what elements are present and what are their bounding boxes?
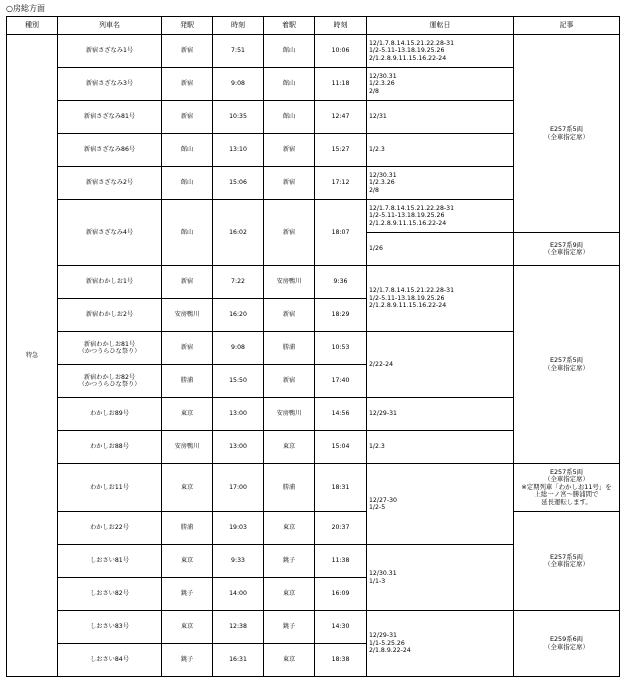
train-arr-cell: 銚子 bbox=[264, 611, 315, 644]
operating-days-cell bbox=[367, 332, 514, 398]
remarks-cell bbox=[514, 35, 620, 233]
train-arr-time-cell: 14:30 bbox=[315, 611, 367, 644]
train-arr-time-cell: 12:47 bbox=[315, 101, 367, 134]
train-name-cell bbox=[58, 365, 162, 398]
train-arr-cell: 館山 bbox=[264, 101, 315, 134]
train-name-cell bbox=[58, 266, 162, 299]
train-name-cell bbox=[58, 68, 162, 101]
text-line: しおさい83号 bbox=[90, 623, 129, 631]
train-dep-time-cell: 13:10 bbox=[213, 134, 264, 167]
train-dep-time-cell: 15:50 bbox=[213, 365, 264, 398]
remarks-cell bbox=[514, 233, 620, 266]
train-name-cell bbox=[58, 332, 162, 365]
train-arr-time-cell: 11:38 bbox=[315, 545, 367, 578]
train-arr-cell: 東京 bbox=[264, 644, 315, 677]
train-arr-cell: 安房鴨川 bbox=[264, 266, 315, 299]
train-arr-time-cell: 9:36 bbox=[315, 266, 367, 299]
header-arr-time: 時刻 bbox=[315, 17, 367, 35]
text-line: 12/1.7.8.14.15.21.22.28-31 bbox=[369, 39, 455, 47]
train-name-cell bbox=[58, 200, 162, 266]
header-dep-time: 時刻 bbox=[213, 17, 264, 35]
train-dep-cell: 勝浦 bbox=[162, 512, 213, 545]
text-line: 1/2-5.11-13.18.19.25.26 bbox=[369, 47, 445, 55]
text-line: 1/2-5 bbox=[369, 504, 386, 511]
text-line: （かつうらひな祭り） bbox=[78, 348, 141, 355]
train-dep-cell: 勝浦 bbox=[162, 365, 213, 398]
text-line: E257系9両 bbox=[549, 240, 584, 249]
train-dep-cell: 新宿 bbox=[162, 332, 213, 365]
remarks-cell bbox=[514, 266, 620, 464]
table-row bbox=[7, 35, 620, 68]
train-dep-time-cell: 15:06 bbox=[213, 167, 264, 200]
train-dep-time-cell: 16:20 bbox=[213, 299, 264, 332]
operating-days-cell bbox=[367, 101, 514, 134]
train-dep-cell: 新宿 bbox=[162, 101, 213, 134]
remarks-cell bbox=[514, 611, 620, 677]
train-name-cell bbox=[58, 431, 162, 464]
operating-days-cell bbox=[367, 35, 514, 68]
train-dep-time-cell: 7:51 bbox=[213, 35, 264, 68]
operating-days-cell bbox=[367, 134, 514, 167]
text-line: 12/30.31 bbox=[369, 570, 397, 578]
text-line: しおさい81号 bbox=[90, 557, 129, 565]
text-line: 1/2.3 bbox=[369, 443, 385, 451]
table-row bbox=[7, 611, 620, 644]
train-arr-cell: 東京 bbox=[264, 431, 315, 464]
train-dep-cell: 東京 bbox=[162, 464, 213, 512]
text-line: 12/29-31 bbox=[369, 632, 397, 640]
header-arr-station: 着駅 bbox=[264, 17, 315, 35]
text-line: 12/27-30 bbox=[369, 496, 397, 504]
train-name-cell bbox=[58, 35, 162, 68]
train-name-cell bbox=[58, 101, 162, 134]
train-arr-time-cell: 10:53 bbox=[315, 332, 367, 365]
train-dep-time-cell: 10:35 bbox=[213, 101, 264, 134]
operating-days-cell bbox=[367, 611, 514, 677]
train-dep-time-cell: 9:08 bbox=[213, 332, 264, 365]
train-arr-time-cell: 15:04 bbox=[315, 431, 367, 464]
train-arr-cell: 館山 bbox=[264, 68, 315, 101]
text-line: E257系5両 bbox=[549, 356, 584, 365]
section-title: ○房総方面 bbox=[6, 4, 45, 13]
text-line: 1/1-3 bbox=[369, 577, 386, 585]
text-line: E257系5両 bbox=[549, 467, 584, 476]
operating-days-cell bbox=[367, 200, 514, 233]
train-arr-cell: 新宿 bbox=[264, 299, 315, 332]
table-row bbox=[7, 512, 620, 545]
text-line: 1/2.3 bbox=[369, 146, 385, 154]
text-line: わかしお11号 bbox=[90, 483, 129, 491]
text-line: 新宿わかしお81号 bbox=[83, 340, 136, 348]
text-line: わかしお22号 bbox=[90, 524, 129, 532]
train-name-cell bbox=[58, 578, 162, 611]
train-dep-cell: 東京 bbox=[162, 545, 213, 578]
train-name-cell bbox=[58, 299, 162, 332]
text-line: 新宿わかしお1号 bbox=[85, 278, 134, 286]
text-line: 12/1.7.8.14.15.21.22.28-31 bbox=[369, 287, 455, 295]
train-arr-cell: 館山 bbox=[264, 35, 315, 68]
category-cell: 特急 bbox=[7, 35, 58, 677]
text-line: 1/2-5.11-13.18.19.25.26 bbox=[369, 294, 445, 302]
train-name-cell bbox=[58, 545, 162, 578]
text-line: E257系5両 bbox=[549, 125, 584, 134]
text-line: 1/2.3.26 bbox=[369, 179, 395, 187]
train-dep-cell: 新宿 bbox=[162, 266, 213, 299]
train-arr-cell: 新宿 bbox=[264, 200, 315, 266]
table-row bbox=[7, 464, 620, 512]
train-arr-time-cell: 17:40 bbox=[315, 365, 367, 398]
operating-days-cell bbox=[367, 266, 514, 332]
text-line: 新宿わかしお82号 bbox=[83, 373, 136, 381]
header-row bbox=[7, 17, 620, 35]
train-dep-cell: 東京 bbox=[162, 611, 213, 644]
text-line: 新宿わかしお2号 bbox=[85, 311, 134, 319]
text-line: 2/8 bbox=[369, 186, 379, 194]
operating-days-cell bbox=[367, 464, 514, 545]
train-arr-cell: 新宿 bbox=[264, 365, 315, 398]
text-line: 2/1.2.8.9.11.15.16.22-24 bbox=[369, 219, 447, 227]
train-dep-cell: 銚子 bbox=[162, 644, 213, 677]
text-line: 2/8 bbox=[369, 87, 379, 95]
text-line: （全車指定席） bbox=[544, 475, 589, 484]
train-arr-cell: 東京 bbox=[264, 512, 315, 545]
text-line: （全車指定席） bbox=[544, 560, 589, 568]
text-line: 新宿さざなみ3号 bbox=[85, 80, 134, 88]
operating-days-cell bbox=[367, 167, 514, 200]
text-line: 新宿さざなみ2号 bbox=[85, 179, 134, 187]
train-name-cell bbox=[58, 167, 162, 200]
operating-days-cell bbox=[367, 233, 514, 266]
text-line: （全車指定席） bbox=[544, 248, 589, 256]
train-arr-time-cell: 17:12 bbox=[315, 167, 367, 200]
operating-days-cell bbox=[367, 68, 514, 101]
train-name-cell bbox=[58, 398, 162, 431]
text-line: しおさい84号 bbox=[90, 656, 129, 664]
train-dep-cell: 新宿 bbox=[162, 68, 213, 101]
remarks-cell bbox=[514, 464, 620, 512]
train-arr-time-cell: 14:56 bbox=[315, 398, 367, 431]
text-line: 1/1-5.25.26 bbox=[369, 639, 405, 647]
text-line: （全車指定席） bbox=[544, 642, 589, 651]
train-dep-time-cell: 14:00 bbox=[213, 578, 264, 611]
header-type: 種別 bbox=[7, 17, 58, 35]
train-arr-cell: 安房鴨川 bbox=[264, 398, 315, 431]
train-name-cell bbox=[58, 512, 162, 545]
train-dep-time-cell: 7:22 bbox=[213, 266, 264, 299]
train-arr-time-cell: 20:37 bbox=[315, 512, 367, 545]
train-dep-time-cell: 17:00 bbox=[213, 464, 264, 512]
text-line: 延長運転します。 bbox=[541, 497, 592, 506]
header-dep-station: 発駅 bbox=[162, 17, 213, 35]
operating-days-cell bbox=[367, 398, 514, 431]
operating-days-cell bbox=[367, 545, 514, 611]
text-line: （全車指定席） bbox=[544, 132, 589, 141]
train-arr-cell: 勝浦 bbox=[264, 464, 315, 512]
train-dep-cell: 安房鴨川 bbox=[162, 431, 213, 464]
train-dep-time-cell: 13:00 bbox=[213, 398, 264, 431]
train-dep-time-cell: 13:00 bbox=[213, 431, 264, 464]
text-line: E257系5両 bbox=[549, 552, 584, 561]
text-line: 2/1.2.8.9.11.15.16.22-24 bbox=[369, 54, 447, 62]
train-arr-cell: 東京 bbox=[264, 578, 315, 611]
text-line: 2/22-24 bbox=[369, 360, 394, 368]
train-arr-time-cell: 10:06 bbox=[315, 35, 367, 68]
text-line: 1/26 bbox=[369, 245, 383, 253]
train-arr-time-cell: 18:38 bbox=[315, 644, 367, 677]
train-name-cell bbox=[58, 644, 162, 677]
text-line: （全車指定席） bbox=[544, 363, 589, 372]
header-days: 運転日 bbox=[367, 17, 514, 35]
header-remarks: 記事 bbox=[514, 17, 620, 35]
train-dep-cell: 安房鴨川 bbox=[162, 299, 213, 332]
train-arr-cell: 新宿 bbox=[264, 167, 315, 200]
train-arr-cell: 勝浦 bbox=[264, 332, 315, 365]
text-line: 12/30.31 bbox=[369, 171, 397, 179]
train-dep-time-cell: 9:08 bbox=[213, 68, 264, 101]
train-dep-cell: 東京 bbox=[162, 398, 213, 431]
text-line: 上総一ノ宮～勝浦間で bbox=[534, 490, 599, 499]
train-arr-time-cell: 18:31 bbox=[315, 464, 367, 512]
text-line: （かつうらひな祭り） bbox=[78, 381, 141, 388]
train-dep-cell: 銚子 bbox=[162, 578, 213, 611]
train-arr-time-cell: 15:27 bbox=[315, 134, 367, 167]
train-dep-cell: 館山 bbox=[162, 134, 213, 167]
text-line: E259系6両 bbox=[549, 635, 584, 644]
train-dep-cell: 新宿 bbox=[162, 35, 213, 68]
train-name-cell bbox=[58, 611, 162, 644]
train-dep-time-cell: 19:03 bbox=[213, 512, 264, 545]
train-dep-cell: 館山 bbox=[162, 200, 213, 266]
train-dep-time-cell: 16:02 bbox=[213, 200, 264, 266]
text-line: 12/1.7.8.14.15.21.22.28-31 bbox=[369, 204, 455, 212]
header-train: 列車名 bbox=[58, 17, 162, 35]
text-line: 1/2-5.11-13.18.19.25.26 bbox=[369, 212, 445, 220]
text-line: 1/2.3.26 bbox=[369, 80, 395, 88]
remarks-cell bbox=[514, 512, 620, 611]
text-line: 新宿さざなみ81号 bbox=[83, 113, 136, 121]
table-row bbox=[7, 266, 620, 299]
train-arr-time-cell: 11:18 bbox=[315, 68, 367, 101]
train-arr-cell: 新宿 bbox=[264, 134, 315, 167]
text-line: 新宿さざなみ4号 bbox=[85, 228, 134, 236]
train-arr-time-cell: 18:07 bbox=[315, 200, 367, 266]
text-line: 2/1.8.9.22-24 bbox=[369, 647, 411, 655]
text-line: わかしお88号 bbox=[90, 443, 129, 451]
train-arr-cell: 銚子 bbox=[264, 545, 315, 578]
text-line: わかしお89号 bbox=[90, 410, 129, 418]
text-line: 12/29-31 bbox=[369, 410, 397, 418]
operating-days-cell bbox=[367, 431, 514, 464]
timetable bbox=[6, 16, 620, 677]
text-line: 新宿さざなみ86号 bbox=[83, 146, 136, 154]
train-dep-time-cell: 12:38 bbox=[213, 611, 264, 644]
train-name-cell bbox=[58, 464, 162, 512]
train-dep-time-cell: 16:31 bbox=[213, 644, 264, 677]
text-line: 新宿さざなみ1号 bbox=[85, 47, 134, 55]
text-line: 12/31 bbox=[369, 113, 387, 121]
text-line: 12/30.31 bbox=[369, 72, 397, 80]
train-dep-time-cell: 9:33 bbox=[213, 545, 264, 578]
train-dep-cell: 館山 bbox=[162, 167, 213, 200]
train-arr-time-cell: 16:09 bbox=[315, 578, 367, 611]
train-arr-time-cell: 18:29 bbox=[315, 299, 367, 332]
text-line: しおさい82号 bbox=[90, 590, 129, 598]
text-line: ※定期列車「わかしお11号」を bbox=[521, 482, 612, 491]
text-line: 2/1.2.8.9.11.15.16.22-24 bbox=[369, 302, 447, 310]
train-name-cell bbox=[58, 134, 162, 167]
